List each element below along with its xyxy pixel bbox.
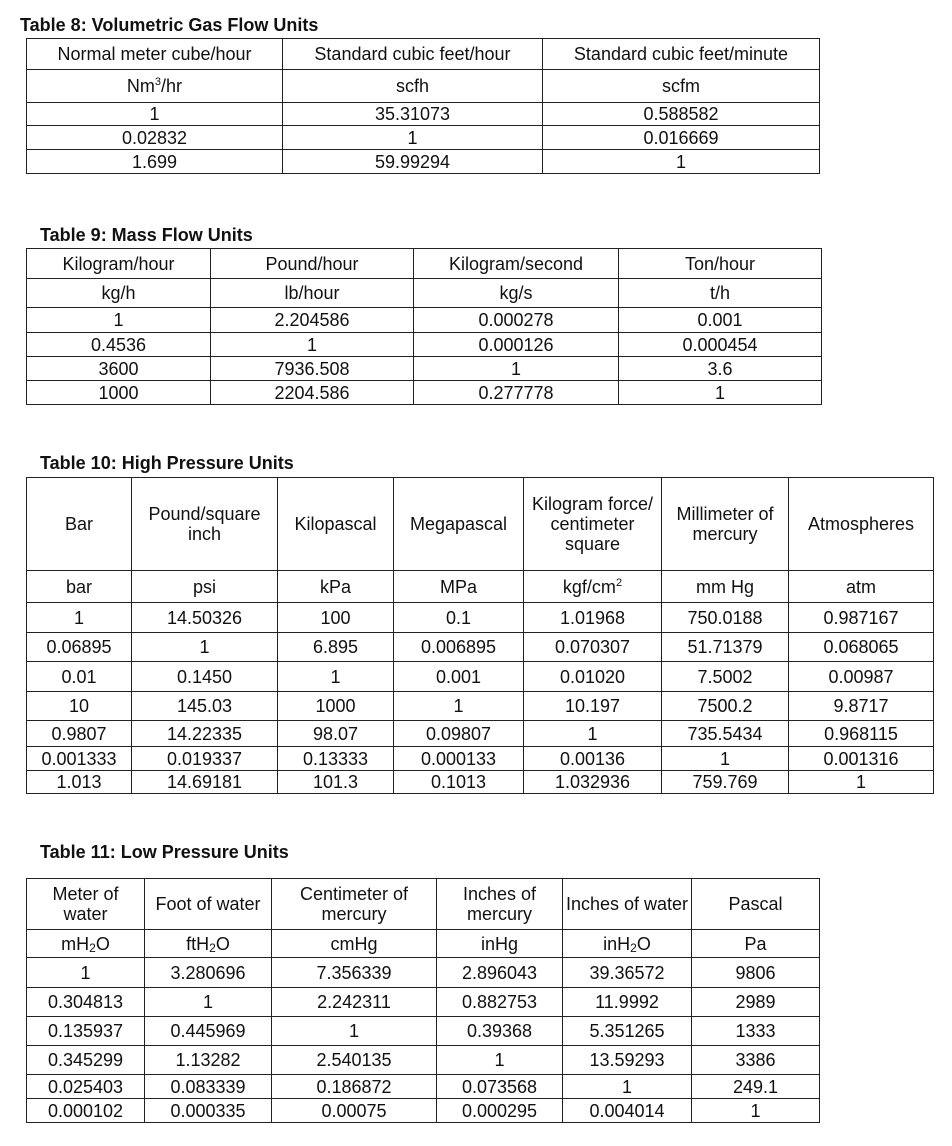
table-caption: Table 11: Low Pressure Units: [40, 842, 289, 862]
table-cell: 1: [414, 357, 619, 381]
unit-cell: [789, 571, 934, 603]
table-cell: 0.304813: [27, 988, 145, 1017]
unit-cell: [662, 571, 789, 603]
table-cell: 0.06895: [27, 633, 132, 662]
table-cell: 1.01968: [524, 603, 662, 633]
table-cell: 1: [662, 747, 789, 771]
table-cell: 0.02832: [27, 126, 283, 150]
column-header: Standard cubic feet/minute: [543, 39, 820, 70]
table-cell: 0.00075: [272, 1099, 437, 1123]
table-cell: 1000: [27, 381, 211, 405]
column-header: Bar: [27, 478, 132, 571]
column-header: Meter of water: [27, 879, 145, 930]
table-row: [27, 1017, 820, 1046]
table-cell: 1000: [278, 692, 394, 721]
column-header: Kilogram force/ centimeter square: [524, 478, 662, 571]
unit-cell: [692, 930, 820, 958]
table-row: [27, 771, 934, 794]
unit-suffix: O: [95, 933, 110, 954]
table-cell: 2204.586: [211, 381, 414, 405]
unit-script: 2: [209, 940, 216, 955]
table-row: [27, 1099, 820, 1123]
table-cell: 145.03: [132, 692, 278, 721]
unit-cell: [27, 930, 145, 958]
table-cell: 0.1: [394, 603, 524, 633]
column-header: Atmospheres: [789, 478, 934, 571]
table-cell: 1: [563, 1075, 692, 1099]
table-cell: 0.025403: [27, 1075, 145, 1099]
table-cell: 0.13333: [278, 747, 394, 771]
table-cell: 3386: [692, 1046, 820, 1075]
unit-script: 2: [615, 576, 623, 589]
table-cell: 1: [211, 333, 414, 357]
header-row: [27, 879, 820, 930]
table-cell: 7.356339: [272, 958, 437, 988]
table-cell: 1: [278, 662, 394, 692]
unit-symbol: ftH: [186, 933, 210, 954]
table-row: [27, 747, 934, 771]
table-cell: 735.5434: [662, 721, 789, 747]
column-header: Pascal: [692, 879, 820, 930]
table-cell: 0.4536: [27, 333, 211, 357]
table-cell: 1.013: [27, 771, 132, 794]
table-row: [27, 103, 820, 126]
table-cell: 0.070307: [524, 633, 662, 662]
table-cell: 7500.2: [662, 692, 789, 721]
table-cell: 39.36572: [563, 958, 692, 988]
table-cell: 100: [278, 603, 394, 633]
unit-suffix: /hr: [161, 76, 183, 96]
unit-symbol: cmHg: [330, 933, 378, 954]
table-cell: 1: [283, 126, 543, 150]
table-cell: 1: [524, 721, 662, 747]
table-cell: 0.00987: [789, 662, 934, 692]
unit-cell: [437, 930, 563, 958]
table-cell: 0.083339: [145, 1075, 272, 1099]
table-cell: 11.9992: [563, 988, 692, 1017]
conversion-table: [26, 38, 820, 174]
table-cell: 1: [394, 692, 524, 721]
unit-cell: [132, 571, 278, 603]
unit-symbol: MPa: [439, 576, 477, 597]
unit-symbol: lb/hour: [284, 283, 340, 303]
table-cell: 0.987167: [789, 603, 934, 633]
table-cell: 0.09807: [394, 721, 524, 747]
unit-script: 2: [89, 940, 96, 955]
unit-cell: [543, 70, 820, 103]
table-cell: 35.31073: [283, 103, 543, 126]
table-row: [27, 308, 822, 333]
table-row: [27, 721, 934, 747]
table-row: [27, 150, 820, 174]
column-header: Standard cubic feet/hour: [283, 39, 543, 70]
table-cell: 1.13282: [145, 1046, 272, 1075]
unit-symbol: mH: [61, 933, 90, 954]
table-cell: 2.896043: [437, 958, 563, 988]
table-cell: 5.351265: [563, 1017, 692, 1046]
table-cell: 0.1013: [394, 771, 524, 794]
column-header: Foot of water: [145, 879, 272, 930]
unit-suffix: O: [636, 933, 651, 954]
unit-symbol: kg/s: [499, 283, 533, 303]
column-header: Inches of water: [563, 879, 692, 930]
column-header: Pound/square inch: [132, 478, 278, 571]
column-header: Ton/hour: [619, 249, 822, 279]
unit-symbol: atm: [845, 576, 876, 597]
table-row: [27, 988, 820, 1017]
unit-cell: [524, 571, 662, 603]
unit-cell: [563, 930, 692, 958]
table-cell: 7.5002: [662, 662, 789, 692]
table-cell: 0.01020: [524, 662, 662, 692]
table-cell: 0.588582: [543, 103, 820, 126]
table-cell: 0.001: [619, 308, 822, 333]
column-header: Kilogram/second: [414, 249, 619, 279]
table-cell: 0.445969: [145, 1017, 272, 1046]
table-cell: 0.001: [394, 662, 524, 692]
conversion-table: [26, 477, 934, 794]
table-row: [27, 1075, 820, 1099]
unit-symbol: Nm: [126, 76, 155, 96]
table-cell: 101.3: [278, 771, 394, 794]
table-cell: 10: [27, 692, 132, 721]
table-cell: 2.242311: [272, 988, 437, 1017]
unit-symbol: scfh: [395, 76, 429, 96]
table-cell: 2.540135: [272, 1046, 437, 1075]
table-cell: 0.016669: [543, 126, 820, 150]
table-row: [27, 603, 934, 633]
table-row: [27, 692, 934, 721]
unit-cell: [27, 70, 283, 103]
table-cell: 0.39368: [437, 1017, 563, 1046]
table-cell: 0.006895: [394, 633, 524, 662]
table-cell: 0.01: [27, 662, 132, 692]
table-cell: 0.073568: [437, 1075, 563, 1099]
table-cell: 0.000335: [145, 1099, 272, 1123]
table-cell: 0.000133: [394, 747, 524, 771]
unit-cell: [272, 930, 437, 958]
unit-symbol: scfm: [662, 76, 700, 96]
table-cell: 249.1: [692, 1075, 820, 1099]
table-cell: 0.135937: [27, 1017, 145, 1046]
unit-symbol: mm Hg: [696, 576, 754, 597]
unit-symbol: t/h: [709, 283, 730, 303]
table-cell: 98.07: [278, 721, 394, 747]
table-cell: 1: [145, 988, 272, 1017]
unit-cell: [283, 70, 543, 103]
table-cell: 1: [543, 150, 820, 174]
table-row: [27, 1046, 820, 1075]
unit-symbol: Pa: [744, 933, 767, 954]
table-cell: 14.69181: [132, 771, 278, 794]
table-row: [27, 381, 822, 405]
table-cell: 3.6: [619, 357, 822, 381]
table-cell: 3.280696: [145, 958, 272, 988]
unit-script: 3: [154, 76, 162, 88]
table-cell: 0.000102: [27, 1099, 145, 1123]
table-cell: 0.019337: [132, 747, 278, 771]
column-header: Millimeter of mercury: [662, 478, 789, 571]
table-cell: 51.71379: [662, 633, 789, 662]
unit-symbol: inH: [603, 933, 631, 954]
table-caption: Table 9: Mass Flow Units: [40, 225, 253, 245]
column-header: Normal meter cube/hour: [27, 39, 283, 70]
table-cell: 0.000295: [437, 1099, 563, 1123]
table-cell: 0.345299: [27, 1046, 145, 1075]
unit-suffix: O: [215, 933, 230, 954]
table-cell: 0.000126: [414, 333, 619, 357]
header-row: [27, 39, 820, 70]
table-cell: 1: [619, 381, 822, 405]
column-header: Inches of mercury: [437, 879, 563, 930]
table-cell: 7936.508: [211, 357, 414, 381]
unit-cell: [414, 279, 619, 308]
header-row: [27, 478, 934, 571]
table-cell: 0.277778: [414, 381, 619, 405]
unit-symbol: psi: [192, 576, 216, 597]
table-caption: Table 10: High Pressure Units: [40, 453, 294, 473]
table-cell: 1: [27, 603, 132, 633]
table-cell: 0.1450: [132, 662, 278, 692]
unit-cell: [145, 930, 272, 958]
table-row: [27, 633, 934, 662]
table-cell: 9.8717: [789, 692, 934, 721]
unit-cell: [211, 279, 414, 308]
table-cell: 1: [27, 308, 211, 333]
column-header: Centimeter of mercury: [272, 879, 437, 930]
table-cell: 1: [692, 1099, 820, 1123]
unit-script: 2: [630, 940, 637, 955]
table-cell: 0.068065: [789, 633, 934, 662]
table-row: [27, 357, 822, 381]
unit-symbol: kg/h: [101, 283, 136, 303]
table-cell: 2.204586: [211, 308, 414, 333]
conversion-table: [26, 878, 820, 1123]
unit-symbol: kPa: [319, 576, 352, 597]
table-cell: 6.895: [278, 633, 394, 662]
table-cell: 0.001333: [27, 747, 132, 771]
unit-symbol: kgf/cm: [562, 576, 616, 597]
table-cell: 13.59293: [563, 1046, 692, 1075]
table-cell: 1: [272, 1017, 437, 1046]
unit-symbol: bar: [65, 576, 92, 597]
table-cell: 1.699: [27, 150, 283, 174]
table-cell: 3600: [27, 357, 211, 381]
table-cell: 1: [437, 1046, 563, 1075]
unit-symbol: inHg: [480, 933, 519, 954]
unit-cell: [27, 571, 132, 603]
unit-row: [27, 279, 822, 308]
table-cell: 0.004014: [563, 1099, 692, 1123]
table-cell: 1.032936: [524, 771, 662, 794]
unit-cell: [394, 571, 524, 603]
table-cell: 1: [132, 633, 278, 662]
table-cell: 759.769: [662, 771, 789, 794]
table-row: [27, 126, 820, 150]
table-cell: 59.99294: [283, 150, 543, 174]
table-cell: 0.882753: [437, 988, 563, 1017]
table-cell: 0.000278: [414, 308, 619, 333]
unit-cell: [619, 279, 822, 308]
table-cell: 14.22335: [132, 721, 278, 747]
table-cell: 2989: [692, 988, 820, 1017]
column-header: Megapascal: [394, 478, 524, 571]
unit-row: [27, 571, 934, 603]
table-cell: 1: [27, 958, 145, 988]
table-cell: 10.197: [524, 692, 662, 721]
table-cell: 0.186872: [272, 1075, 437, 1099]
column-header: Pound/hour: [211, 249, 414, 279]
table-row: [27, 662, 934, 692]
table-cell: 750.0188: [662, 603, 789, 633]
table-cell: 0.968115: [789, 721, 934, 747]
header-row: [27, 249, 822, 279]
unit-row: [27, 70, 820, 103]
table-cell: 1: [27, 103, 283, 126]
unit-cell: [27, 279, 211, 308]
table-caption: Table 8: Volumetric Gas Flow Units: [20, 15, 319, 35]
table-cell: 0.001316: [789, 747, 934, 771]
table-row: [27, 958, 820, 988]
table-cell: 0.000454: [619, 333, 822, 357]
table-cell: 9806: [692, 958, 820, 988]
table-cell: 1333: [692, 1017, 820, 1046]
unit-cell: [278, 571, 394, 603]
table-cell: 0.00136: [524, 747, 662, 771]
table-cell: 14.50326: [132, 603, 278, 633]
table-cell: 0.9807: [27, 721, 132, 747]
conversion-table: [26, 248, 822, 405]
column-header: Kilopascal: [278, 478, 394, 571]
column-header: Kilogram/hour: [27, 249, 211, 279]
table-cell: 1: [789, 771, 934, 794]
table-row: [27, 333, 822, 357]
unit-row: [27, 930, 820, 958]
